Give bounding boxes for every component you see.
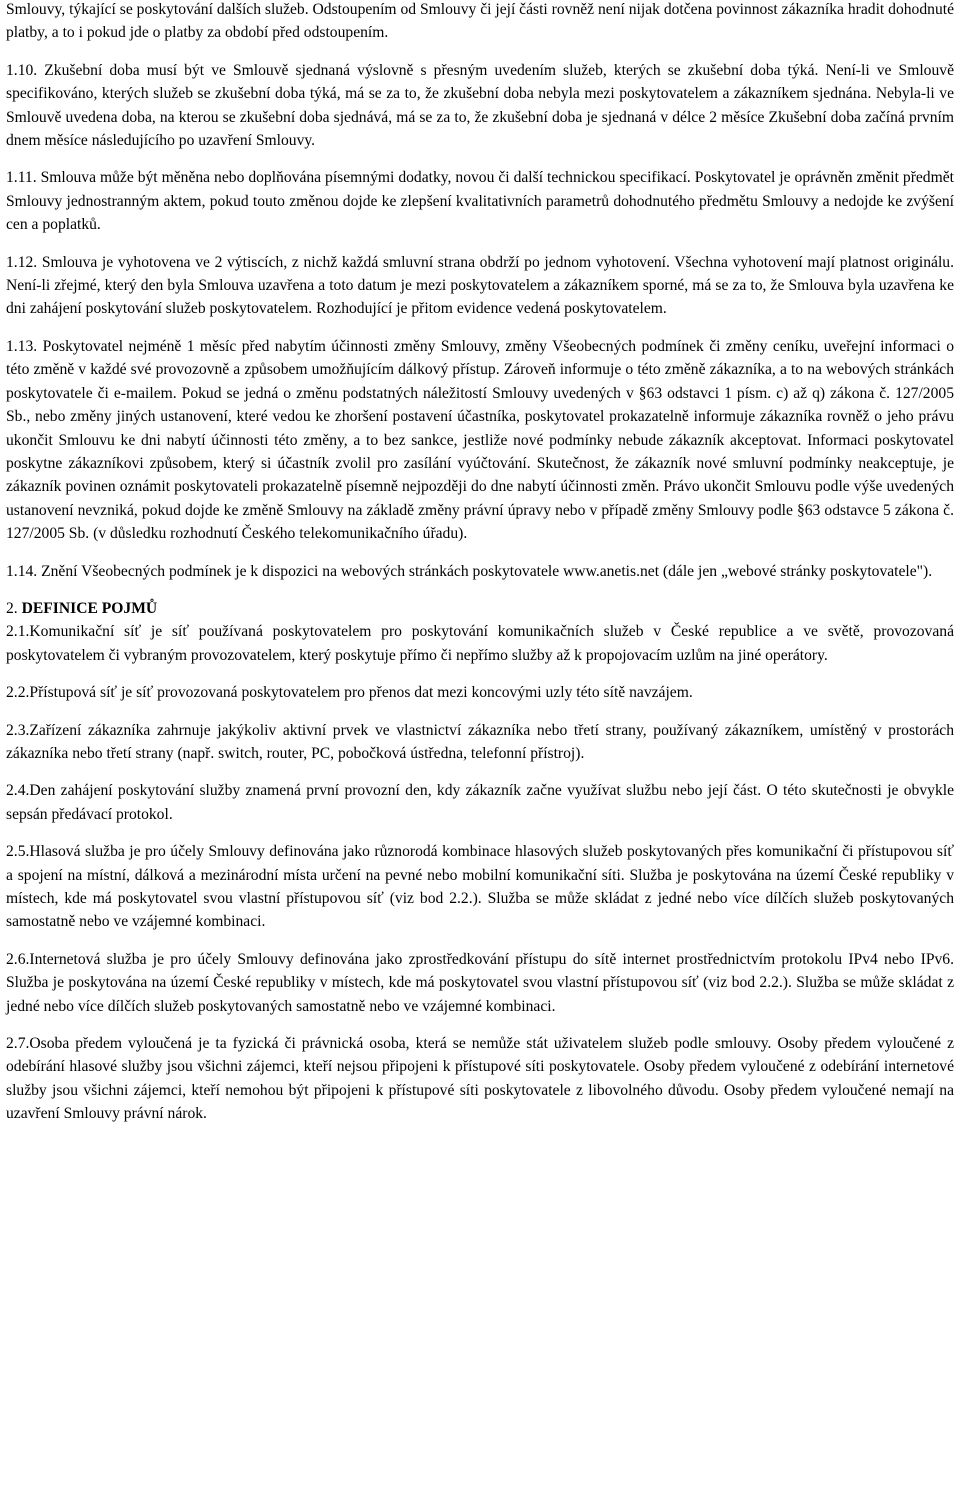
definition-2-3: 2.3.Zařízení zákazníka zahrnuje jakýkoliv aktivní prvek ve vlastnictví zákazníka nebo třetí strany, používaný zákazníkem, umístěný v prostorách zákazníka nebo třetí strany (např. switch, router, PC, pobočková ústředna, telefonní přístroj). [6,721,954,762]
definition-2-1: 2.1.Komunikační síť je síť používaná poskytovatelem pro poskytování komunikačních služeb v České republice a ve světě, provozovaná poskytovatelem či vybraným provozovatelem, který poskytuje přímo či nepřímo služby až k propojovacím uzlům na jiné operátory. [6,623,954,664]
definition-2-7: 2.7.Osoba předem vyloučená je ta fyzická či právnická osoba, která se nemůže stát uživatelem služeb podle smlouvy. Osoby předem vyloučené z odebírání hlasové služby jsou všichni zájemci, kteří nejsou připojeni k přístupové síti poskytovatele. Osoby předem vyloučené z odebírání internetové služby jsou všichni zájemci, kteří nemohou být připojeni k přístupové síti poskytovatele z libovolného důvodu. Osoby předem vyloučené nemají na uzavření Smlouvy právní nárok. [6,1035,954,1123]
definition-2-6: 2.6.Internetová služba je pro účely Smlouvy definována jako zprostředkování přístupu do sítě internet prostřednictvím protokolu IPv4 nebo IPv6. Služba je poskytována na území České republiky v místech, kde má poskytovatel svou vlastní přístupovou síť (viz bod 2.2.). Služba se může skládat z jedné nebo více dílčích služeb poskytovaných samostatně nebo ve vzájemné kombinaci. [6,950,954,1015]
paragraph-1-13: 1.13. Poskytovatel nejméně 1 měsíc před nabytím účinnosti změny Smlouvy, změny Všeobecných podmínek či změny ceníku, uveřejní informaci o této změně v každé své provozovně a způsobem umožňujícím dálkový přístup. Zároveň informuje o této změně zákazníka, a to na webových stránkách poskytovatele či e-mailem. Pokud se jedná o změnu podstatných náležitostí Smlouvy uvedených v §63 odstavci 1 písm. c) až q) zákona č. 127/2005 Sb., nebo změny jiných ustanovení, které vedou ke zhoršení postavení účastníka, poskytovatel prokazatelně informuje zákazníka rovněž o jeho právu ukončit Smlouvu ke dni nabytí účinnosti této změny, a to bez sankce, jestliže nové podmínky nebude zákazník akceptovat. Informaci poskytovatel poskytne zákazníkovi způsobem, který si účastník zvolil pro zasílání vyúčtování. Skutečnost, že zákazník nové smluvní podmínky neakceptuje, je zákazník povinen oznámit poskytovateli prokazatelně písemně nejpozději do dne nabytí účinnosti změn. Právo ukončit Smlouvu podle výše uvedených ustanovení nevzniká, pokud dojde ke změně Smlouvy na základě změny právní úpravy nebo v případě změny Smlouvy podle §63 odstavce 5 zákona č. 127/2005 Sb. (v důsledku rozhodnutí Českého telekomunikačního úřadu). [6,337,954,543]
definition-2-2: 2.2.Přístupová síť je síť provozovaná poskytovatelem pro přenos dat mezi koncovými uzly této sítě navzájem. [6,684,693,702]
section-number: 2. [6,599,18,617]
paragraph-1-10: 1.10. Zkušební doba musí být ve Smlouvě sjednaná výslovně s přesným uvedením služeb, kterých se zkušební doba týká. Není-li ve Smlouvě specifikováno, kterých služeb se zkušební doba týká, má se za to, že zkušební doba nebyla mezi poskytovatelem a zákazníkem sjednána. Nebyla-li ve Smlouvě uvedena doba, na kterou se zkušební doba sjednává, má se za to, že zkušební doba je sjednaná v délce 2 měsíce Zkušební doba začíná prvním dnem měsíce následujícího po uzavření Smlouvy. [6,61,954,150]
paragraph-1-11: 1.11. Smlouva může být měněna nebo doplňována písemnými dodatky, novou či další technickou specifikací. Poskytovatel je oprávněn změnit předmět Smlouvy jednostranným aktem, pokud touto změnou dojde ke zlepšení kvalitativních parametrů dohodnutého předmětu Smlouvy a nedojde ke zvýšení cen a poplatků. [6,169,954,234]
paragraph-1-12: 1.12. Smlouva je vyhotovena ve 2 výtiscích, z nichž každá smluvní strana obdrží po jednom vyhotovení. Všechna vyhotovení mají platnost originálu. Není-li zřejmé, který den byla Smlouva uzavřena a toto datum je mezi poskytovatelem a zákazníkem sporné, má se za to, že Smlouva byla uzavřena ke dni zahájení poskytování služeb poskytovatelem. Rozhodující je přitom evidence vedená poskytovatelem. [6,253,954,318]
definition-2-5: 2.5.Hlasová služba je pro účely Smlouvy definována jako různorodá kombinace hlasových služeb poskytovaných přes komunikační či přístupovou síť a spojení na místní, dálková a mezinárodní místa určení na pevné nebo mobilní komunikační síti. Služba je poskytována na území České republiky v místech, kde má poskytovatel svou vlastní přístupovou síť (viz bod 2.2.). Služba se může skládat z jedné nebo více dílčích služeb poskytovaných samostatně nebo ve vzájemné kombinaci. [6,843,954,931]
paragraph-continuation: Smlouvy, týkající se poskytování dalších služeb. Odstoupením od Smlouvy či její části rovněž není nijak dotčena povinnost zákazníka hradit dohodnuté platby, a to i pokud jde o platby za období před odstoupením. [6,1,954,42]
definition-2-4: 2.4.Den zahájení poskytování služby znamená první provozní den, kdy zákazník začne využívat službu nebo její část. O této skutečnosti je obvykle sepsán předávací protokol. [6,782,954,823]
paragraph-1-14: 1.14. Znění Všeobecných podmínek je k dispozici na webových stránkách poskytovatele www.anetis.net (dále jen „webové stránky poskytovatele"). [6,562,933,580]
section-title: DEFINICE POJMŮ [21,599,158,617]
section-heading [6,597,954,620]
